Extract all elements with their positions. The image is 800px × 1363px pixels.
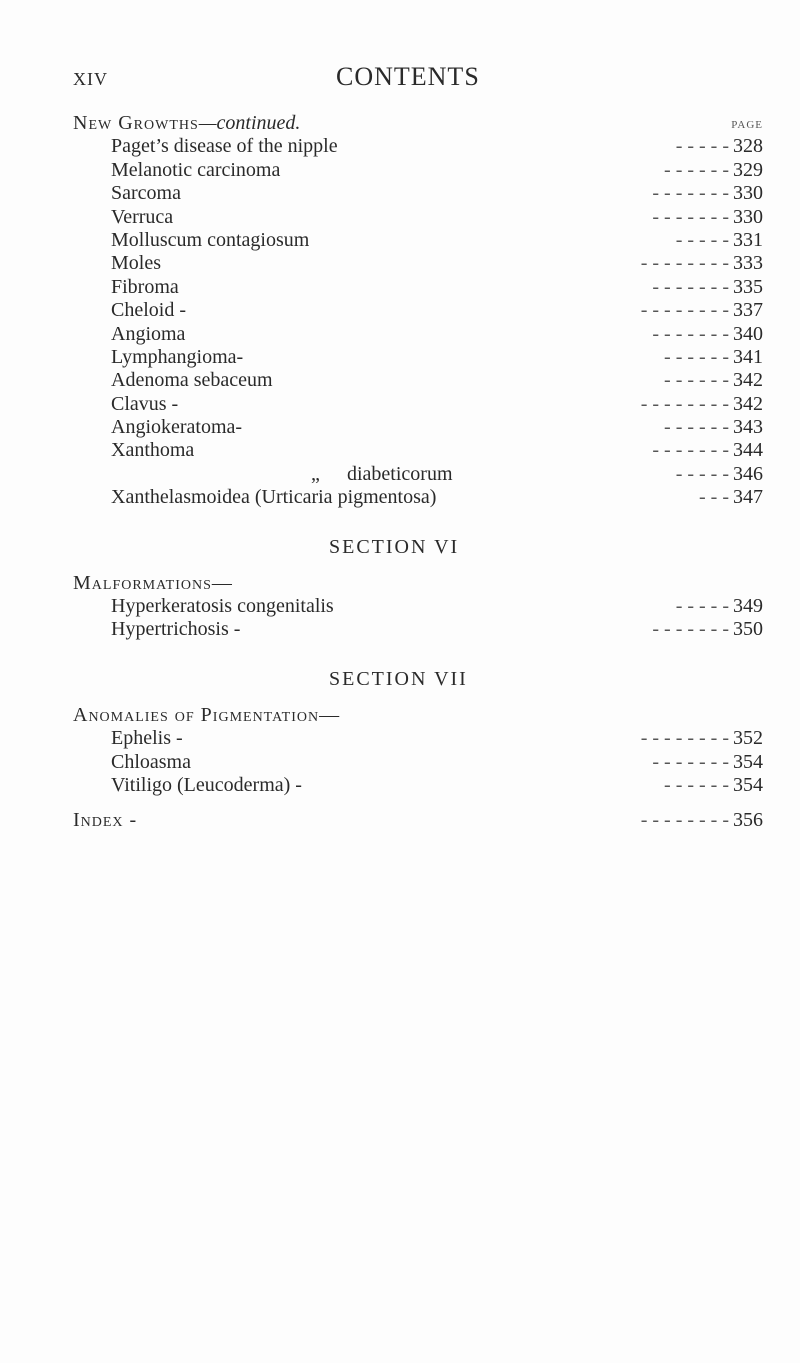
toc-entry xyxy=(73,774,763,797)
toc-entry-label: Chloasma xyxy=(111,750,191,773)
toc-page-number: 356 xyxy=(733,809,763,832)
toc-entry xyxy=(73,439,763,462)
toc-entry-label: Angioma xyxy=(111,322,186,345)
toc-entry xyxy=(73,486,763,509)
toc-entry-label: Cheloid - xyxy=(111,299,186,322)
toc-leader: - - - - - - - xyxy=(652,182,729,205)
toc-page-number: 341 xyxy=(733,345,763,368)
toc-entry xyxy=(73,369,763,392)
group-heading-label: New Growths xyxy=(73,112,199,134)
toc-page-number: 329 xyxy=(733,158,763,181)
toc-leader: - - - - - - - xyxy=(652,205,729,228)
toc-entry xyxy=(73,135,763,158)
toc-entry-label: Fibroma xyxy=(111,275,179,298)
toc-leader: - - - - - - - - xyxy=(640,392,729,415)
toc-page-number: 337 xyxy=(733,299,763,322)
toc-page-number: 349 xyxy=(733,595,763,618)
toc-leader: - - - - - - xyxy=(664,158,729,181)
group-heading-label: Anomalies of Pigmentation— xyxy=(73,703,341,726)
toc-leader: - - - - - - - - xyxy=(640,252,729,275)
table-of-contents xyxy=(73,112,763,833)
toc-page-number: 335 xyxy=(733,275,763,298)
toc-page-number: 330 xyxy=(733,205,763,228)
toc-entry-label: Sarcoma xyxy=(111,182,181,205)
toc-entry xyxy=(73,299,763,322)
toc-entry xyxy=(73,618,763,641)
toc-page-number: 330 xyxy=(733,182,763,205)
toc-group-heading xyxy=(73,572,763,595)
toc-page-number: 350 xyxy=(733,618,763,641)
toc-page-number: 328 xyxy=(733,135,763,158)
toc-entry-label: Hypertrichosis - xyxy=(111,618,241,641)
running-head xyxy=(73,62,653,102)
toc-leader: - - - - - - - xyxy=(652,618,729,641)
toc-entry-label: Verruca xyxy=(111,205,174,228)
toc-entry xyxy=(73,727,763,750)
toc-entry-label: Paget’s disease of the nipple xyxy=(111,135,338,158)
toc-entry xyxy=(73,463,763,486)
toc-entry-label: Lymphangioma- xyxy=(111,345,244,368)
toc-entry xyxy=(73,393,763,416)
toc-leader: - - - - - - xyxy=(664,369,729,392)
toc-leader: - - - - - xyxy=(675,228,729,251)
group-heading-suffix: —continued. xyxy=(198,112,301,134)
index-label: Index - xyxy=(73,809,138,832)
toc-index-row xyxy=(73,809,763,832)
toc-entry xyxy=(73,229,763,252)
toc-page-number: 333 xyxy=(733,252,763,275)
toc-page-number: 354 xyxy=(733,750,763,773)
toc-group-heading xyxy=(73,112,763,135)
toc-page-number: 354 xyxy=(733,773,763,796)
toc-entry xyxy=(73,751,763,774)
page-number: xiv xyxy=(73,62,108,91)
toc-entry-label: Angiokeratoma- xyxy=(111,416,243,439)
section-title: SECTION VI xyxy=(329,535,460,558)
toc-leader: - - - - - - - xyxy=(652,439,729,462)
toc-entry xyxy=(73,159,763,182)
toc-entry-label: Melanotic carcinoma xyxy=(111,158,281,181)
toc-group-heading xyxy=(73,704,763,727)
toc-entry-label: Adenoma sebaceum xyxy=(111,369,273,392)
toc-leader: - - - - - xyxy=(675,135,729,158)
toc-page-number: 331 xyxy=(733,228,763,251)
toc-page-number: 343 xyxy=(733,416,763,439)
toc-page-number: 340 xyxy=(733,322,763,345)
toc-entry-label: Molluscum contagiosum xyxy=(111,228,310,251)
page-column-label: PAGE xyxy=(731,119,763,131)
toc-leader: - - - - - - - xyxy=(652,322,729,345)
group-heading-label: Malformations— xyxy=(73,571,233,594)
section-title: SECTION VII xyxy=(329,667,468,690)
toc-entry xyxy=(73,323,763,346)
running-title: CONTENTS xyxy=(336,62,480,91)
toc-leader: - - - - - - - - xyxy=(640,727,729,750)
toc-entry-label: diabeticorum xyxy=(347,462,453,485)
toc-page-number: 346 xyxy=(733,462,763,485)
toc-page-number: 347 xyxy=(733,486,763,509)
toc-leader: - - - - - - xyxy=(664,416,729,439)
toc-entry-label: Xanthelasmoidea (Urticaria pigmentosa) xyxy=(111,486,437,509)
toc-leader: - - - - - - xyxy=(664,345,729,368)
toc-entry xyxy=(73,182,763,205)
toc-leader: - - - - - - - - xyxy=(640,809,729,832)
toc-entry xyxy=(73,595,763,618)
toc-page-number: 344 xyxy=(733,439,763,462)
toc-entry-label: Hyperkeratosis congenitalis xyxy=(111,595,334,618)
toc-leader: - - - xyxy=(699,486,729,509)
toc-leader: - - - - - - - xyxy=(652,750,729,773)
toc-entry-label: Vitiligo (Leucoderma) - xyxy=(111,773,302,796)
toc-page-number: 342 xyxy=(733,369,763,392)
toc-page-number: 342 xyxy=(733,392,763,415)
toc-entry xyxy=(73,346,763,369)
toc-entry-label: Xanthoma xyxy=(111,439,195,462)
toc-entry xyxy=(73,416,763,439)
toc-entry xyxy=(73,206,763,229)
toc-leader: - - - - - xyxy=(675,462,729,485)
toc-entry-label: Clavus - xyxy=(111,392,179,415)
toc-entry xyxy=(73,252,763,275)
toc-leader: - - - - - xyxy=(675,595,729,618)
toc-entry xyxy=(73,276,763,299)
ditto-mark: „ xyxy=(311,462,320,485)
toc-leader: - - - - - - xyxy=(664,773,729,796)
toc-leader: - - - - - - - - xyxy=(640,299,729,322)
toc-entry-label: Ephelis - xyxy=(111,727,183,750)
toc-page-number: 352 xyxy=(733,727,763,750)
toc-entry-label: Moles xyxy=(111,252,161,275)
toc-leader: - - - - - - - xyxy=(652,275,729,298)
